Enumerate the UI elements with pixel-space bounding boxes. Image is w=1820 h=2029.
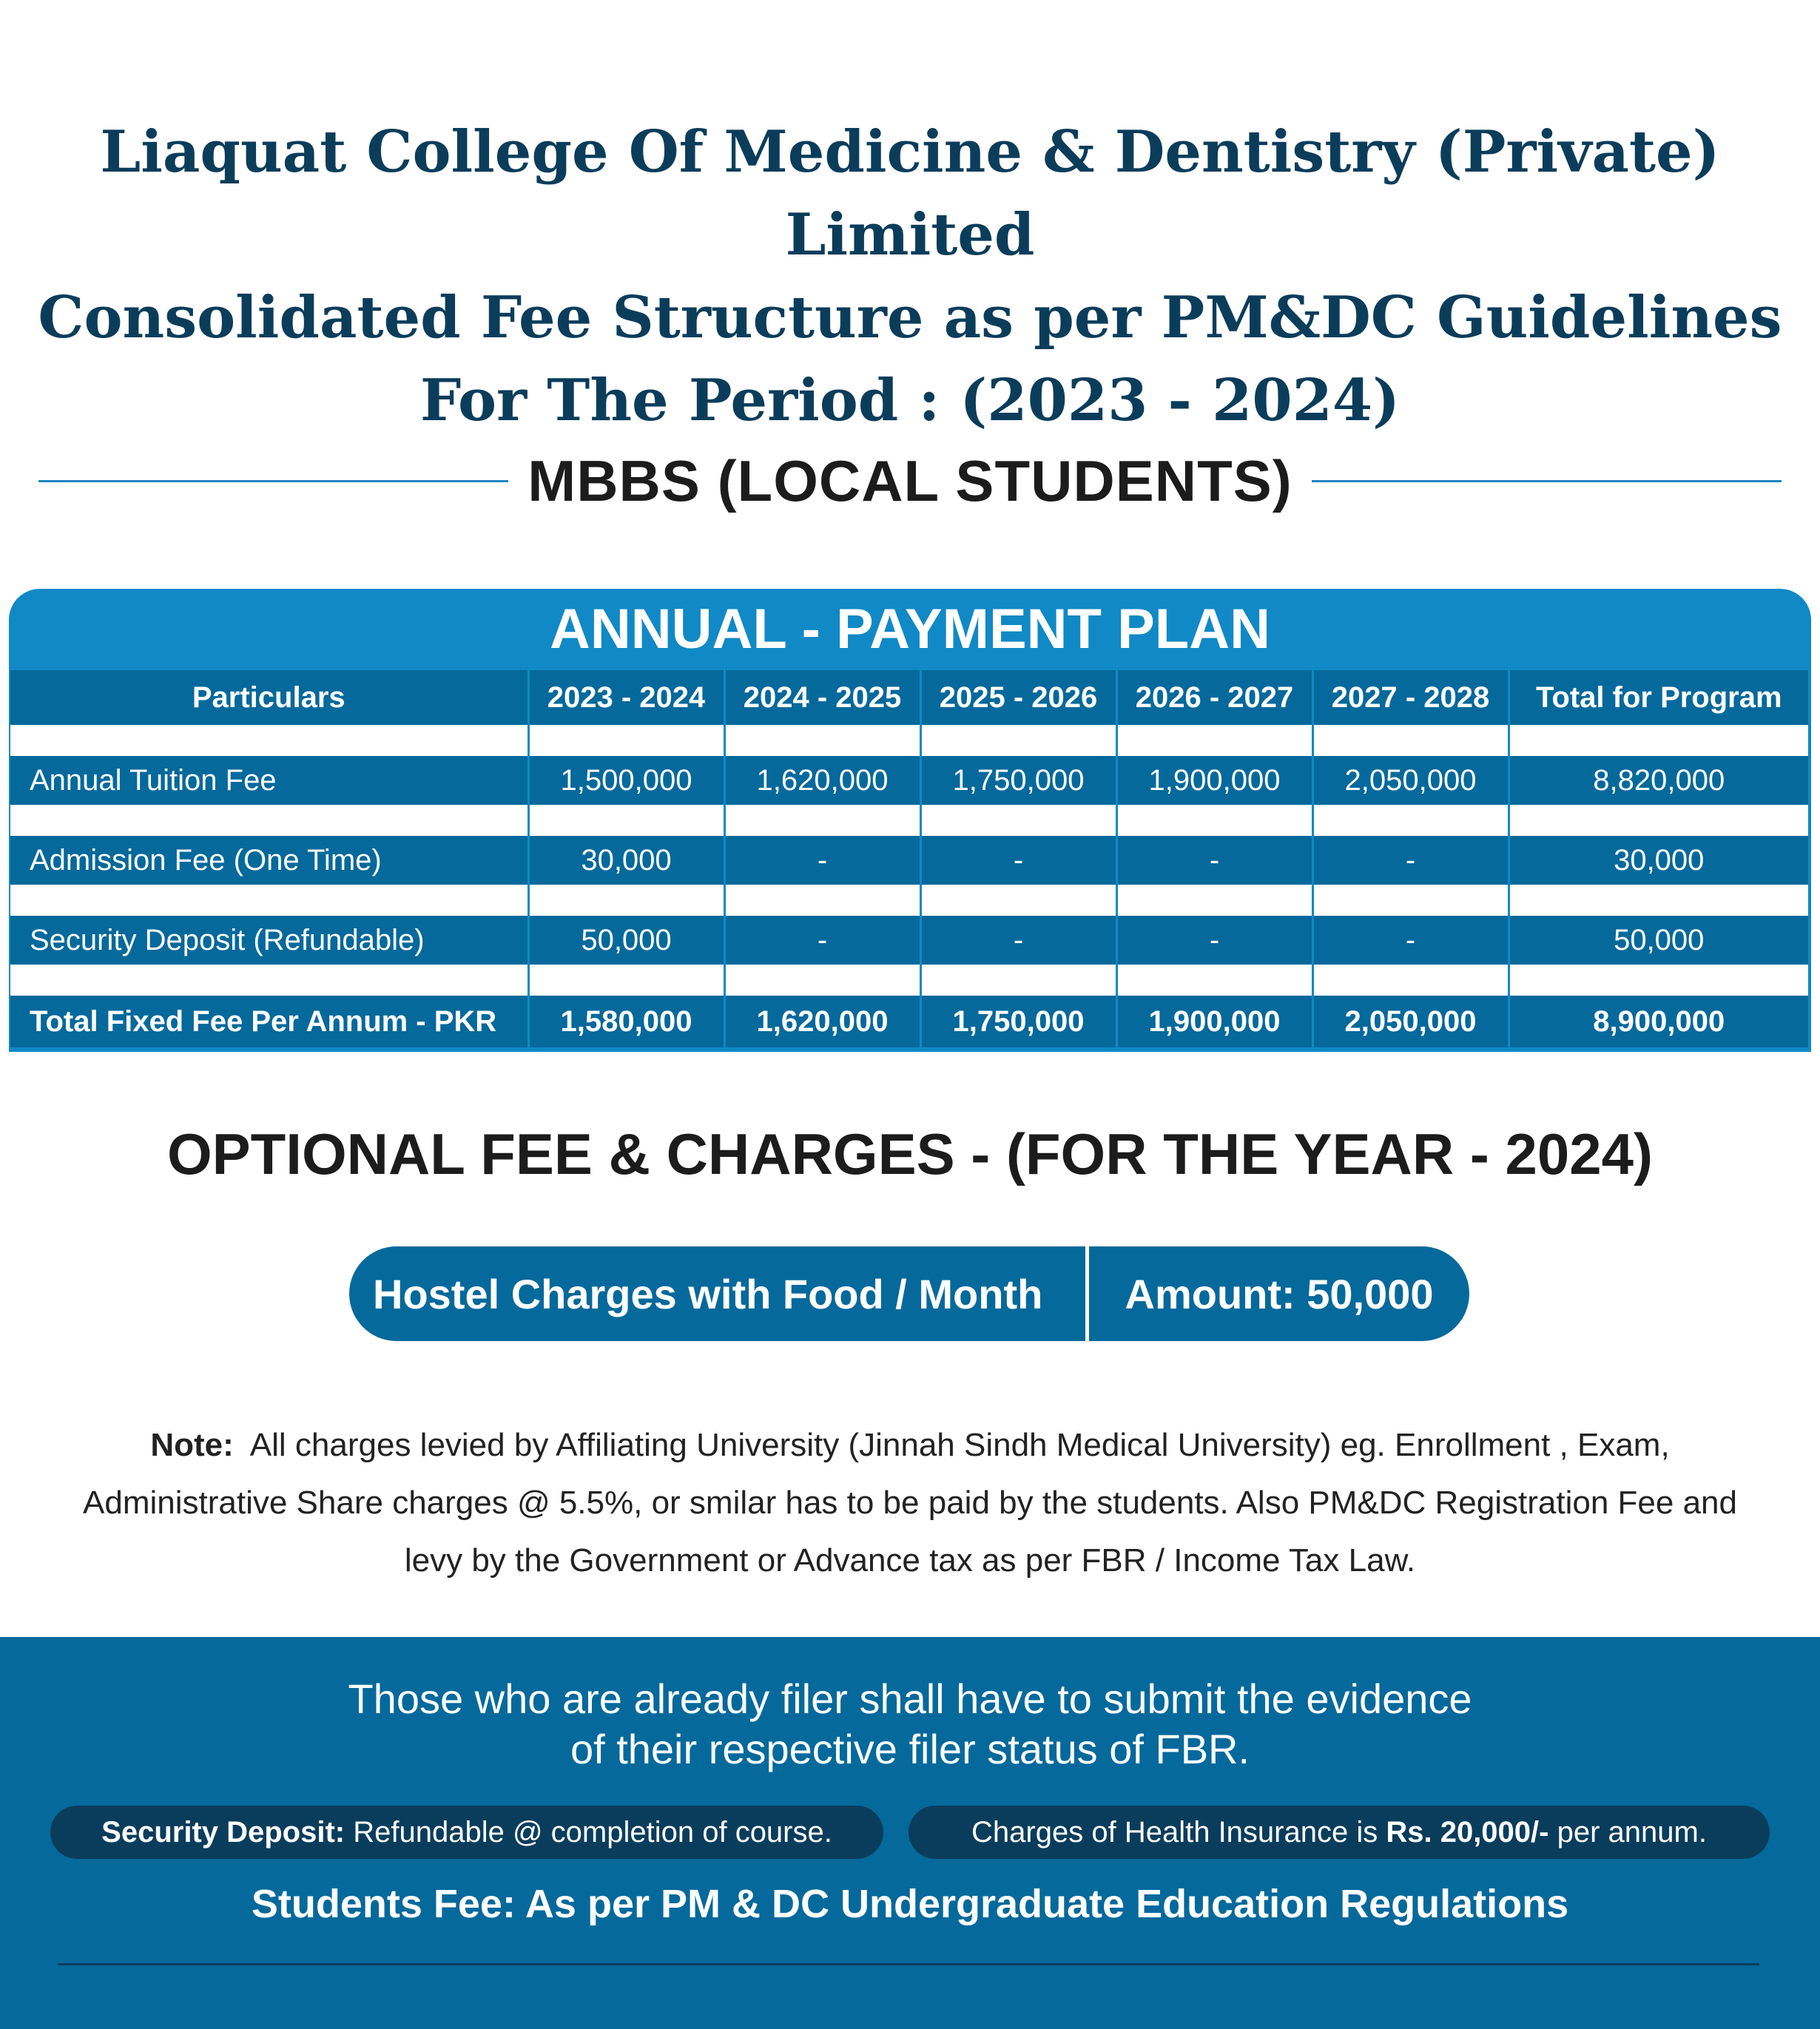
cell: 30,000: [1509, 836, 1808, 885]
health-insurance-tail: per annum.: [1548, 1815, 1707, 1849]
optional-fee-title: OPTIONAL FEE & CHARGES - (FOR THE YEAR - 2024): [166, 1121, 1654, 1186]
cell: 1,750,000: [920, 756, 1116, 805]
cell: 2,050,000: [1312, 996, 1509, 1047]
row-label: Admission Fee (One Time): [10, 836, 528, 885]
column-header: 2027 - 2028: [1312, 670, 1509, 725]
column-header: 2024 - 2025: [724, 670, 920, 725]
cell: -: [724, 916, 920, 965]
row-label: Security Deposit (Refundable): [10, 916, 528, 965]
cell: -: [1116, 916, 1312, 965]
cell: 8,900,000: [1509, 996, 1808, 1047]
note-text: All charges levied by Affiliating University (Jinnah Sindh Medical University) eg. Enrollment , Exam, Administrative Share charges @ 5.5%, or smilar has to be paid by the students. Also PM&DC Registration Fee and levy by the Government or Advance tax as per FBR / Income Tax Law.: [83, 1427, 1737, 1579]
security-deposit-text: Refundable @ completion of course.: [345, 1815, 832, 1849]
spacer-row: [10, 885, 1808, 916]
cell: 1,900,000: [1116, 756, 1312, 805]
row-label: Total Fixed Fee Per Annum - PKR: [10, 996, 528, 1047]
cell: -: [1312, 836, 1509, 885]
footer-panel: [0, 1637, 1820, 2029]
footer-divider: [58, 1963, 1759, 1965]
divider-right: [1312, 480, 1782, 482]
column-header: Total for Program: [1509, 670, 1808, 725]
cell: 8,820,000: [1509, 756, 1808, 805]
payment-plan-card: [9, 589, 1811, 1052]
spacer-row: [10, 965, 1808, 996]
filer-line-2: of their respective filer status of FBR.: [570, 1726, 1250, 1772]
cell: -: [724, 836, 920, 885]
table-header-row: [10, 670, 1808, 725]
cell: 1,620,000: [724, 996, 920, 1047]
cell: 2,050,000: [1312, 756, 1509, 805]
note-paragraph: [74, 1417, 1746, 1590]
column-header: 2025 - 2026: [920, 670, 1116, 725]
filer-line-1: Those who are already filer shall have to submit the evidence: [348, 1675, 1472, 1722]
hostel-label: Hostel Charges with Food / Month: [349, 1246, 1089, 1341]
document-header: [0, 111, 1820, 442]
health-insurance-text: Charges of Health Insurance is: [971, 1815, 1386, 1849]
security-deposit-label: Security Deposit:: [101, 1815, 346, 1849]
payment-plan-title: ANNUAL - PAYMENT PLAN: [550, 598, 1270, 661]
table-row: [10, 756, 1808, 805]
note-label: Note:: [150, 1427, 234, 1463]
cell: 1,500,000: [528, 756, 724, 805]
cell: -: [920, 916, 1116, 965]
health-insurance-amount: Rs. 20,000/-: [1386, 1815, 1549, 1849]
cell: 50,000: [1509, 916, 1808, 965]
spacer-row: [10, 805, 1808, 836]
hostel-amount: Amount: 50,000: [1125, 1270, 1434, 1317]
program-title: MBBS (LOCAL STUDENTS): [528, 448, 1292, 513]
table-row: [10, 916, 1808, 965]
hostel-charges-pill: [349, 1246, 1469, 1341]
cell: 1,620,000: [724, 756, 920, 805]
cell: -: [920, 836, 1116, 885]
total-row: [10, 996, 1808, 1047]
table-row: [10, 836, 1808, 885]
column-header: Particulars: [10, 670, 528, 725]
divider-left: [38, 480, 508, 482]
fee-structure-subtitle: Consolidated Fee Structure as per PM&DC Guidelines: [38, 284, 1782, 351]
cell: 1,750,000: [920, 996, 1116, 1047]
filer-notice: [0, 1674, 1820, 1775]
cell: 30,000: [528, 836, 724, 885]
security-deposit-pill: [50, 1806, 883, 1859]
fee-table: [10, 670, 1808, 1047]
period-label: For The Period : (2023 - 2024): [419, 367, 1401, 434]
column-header: 2023 - 2024: [528, 670, 724, 725]
institution-name: Liaquat College Of Medicine & Dentistry (Private) Limited: [100, 118, 1720, 269]
cell: -: [1116, 836, 1312, 885]
spacer-row: [10, 725, 1808, 756]
row-label: Annual Tuition Fee: [10, 756, 528, 805]
health-insurance-pill: [909, 1806, 1770, 1859]
students-fee-note: Students Fee: As per PM & DC Undergraduate Education Regulations: [251, 1882, 1569, 1926]
cell: -: [1312, 916, 1509, 965]
cell: 1,900,000: [1116, 996, 1312, 1047]
cell: 1,580,000: [528, 996, 724, 1047]
column-header: 2026 - 2027: [1116, 670, 1312, 725]
cell: 50,000: [528, 916, 724, 965]
section-title: [0, 444, 1820, 518]
